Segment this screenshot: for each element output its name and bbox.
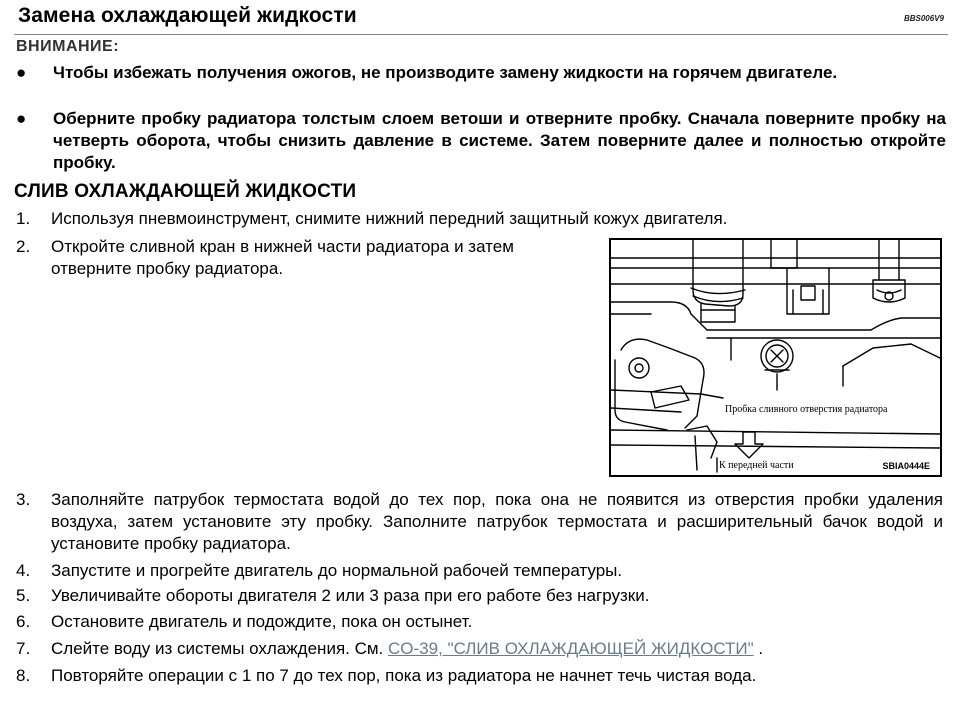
step-text: Остановите двигатель и подождите, пока он остынет. (51, 612, 473, 631)
step-text: Повторяйте операции с 1 по 7 до тех пор, пока из радиатора не начнет течь чистая вода. (51, 666, 757, 685)
drain-plug-label: Пробка сливного отверстия радиатора (725, 404, 888, 415)
step-text: Используя пневмоинструмент, снимите нижний передний защитный кожух двигателя. (51, 209, 728, 228)
step-text (51, 638, 943, 660)
step-number: 6. (16, 612, 31, 631)
front-direction-label: К передней части (719, 460, 794, 471)
step-number: 5. (16, 586, 31, 605)
step-text: Откройте сливной кран в нижней части радиатора и затем отверните пробку радиатора. (51, 237, 514, 278)
caution-item-text: Чтобы избежать получения ожогов, не производите замену жидкости на горячем двигателе. (53, 63, 838, 82)
page-title: Замена охлаждающей жидкости (18, 4, 357, 27)
step-text-after: . (758, 639, 764, 658)
radiator-drain-figure (609, 238, 942, 477)
step-number: 7. (16, 639, 31, 658)
step-text: Запустите и прогрейте двигатель до нормальной рабочей температуры. (51, 561, 623, 580)
bullet-icon: ● (16, 63, 27, 82)
doc-code: BBS006V9 (903, 14, 944, 23)
co-39-link[interactable]: CO-39, "СЛИВ ОХЛАЖДАЮЩЕЙ ЖИДКОСТИ" (388, 639, 754, 658)
step-number: 1. (16, 209, 31, 228)
figure-code: SBIA0444E (882, 461, 930, 471)
step-number: 3. (16, 490, 31, 509)
caution-item-text: Оберните пробку радиатора толстым слоем ветоши и отверните пробку. Сначала поверните пробку на четверть оборота, чтобы снизить давление в системе. Затем поверните далее и полностью откройте пробку. (53, 109, 946, 172)
section-title: СЛИВ ОХЛАЖДАЮЩЕЙ ЖИДКОСТИ (14, 181, 357, 202)
step-text: Заполняйте патрубок термостата водой до тех пор, пока она не появится из отверстия пробки удаления воздуха, затем установите эту пробку. Заполните патрубок термостата и расширительный бачок водой и установите пробку радиатора. (51, 490, 943, 553)
step-text: Увеличивайте обороты двигателя 2 или 3 раза при его работе без нагрузки. (51, 586, 650, 605)
step-text-before: Слейте воду из системы охлаждения. См. (51, 639, 384, 658)
caution-label: ВНИМАНИЕ: (16, 38, 120, 55)
step-number: 2. (16, 237, 31, 256)
bullet-icon: ● (16, 109, 27, 128)
step-number: 8. (16, 666, 31, 685)
radiator-illustration (611, 240, 940, 475)
title-divider (14, 34, 948, 35)
step-number: 4. (16, 561, 31, 580)
